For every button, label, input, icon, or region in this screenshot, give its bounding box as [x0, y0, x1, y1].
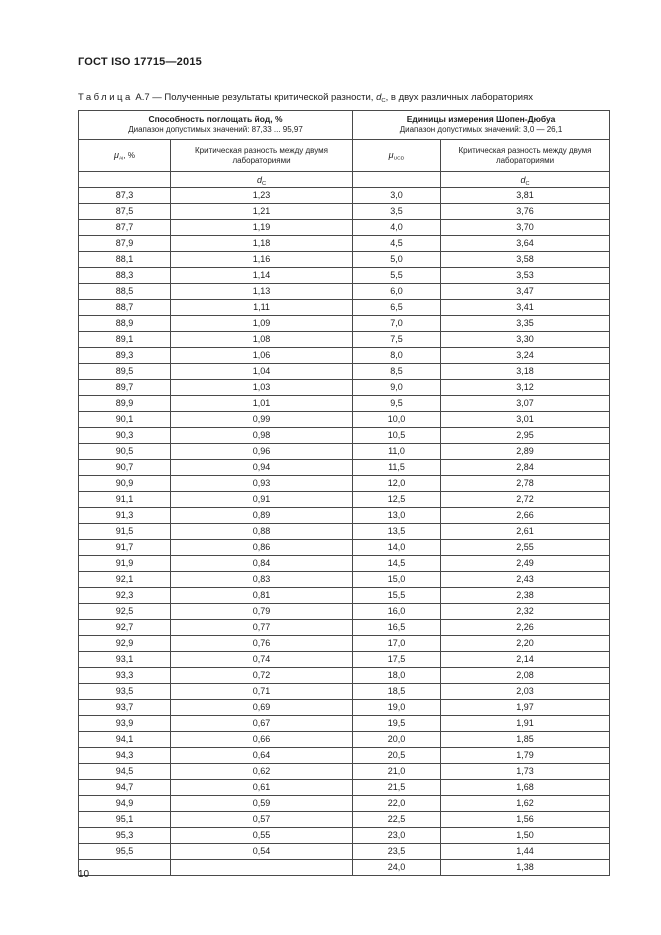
table-cell: 8,5	[353, 364, 441, 380]
column-header-row	[79, 140, 610, 172]
table-cell: 0,96	[171, 444, 353, 460]
table-row	[79, 540, 610, 556]
table-row	[79, 252, 610, 268]
table-cell: 3,5	[353, 204, 441, 220]
dc-symbol: d	[256, 174, 262, 185]
table-cell: 1,56	[441, 812, 610, 828]
table-cell: 3,24	[441, 348, 610, 364]
table-cell: 16,5	[353, 620, 441, 636]
table-cell: 13,5	[353, 524, 441, 540]
group-header-chopin	[353, 111, 610, 140]
table-cell: 1,16	[171, 252, 353, 268]
dc-symbol-cell-right	[441, 172, 610, 188]
table-cell: 3,30	[441, 332, 610, 348]
table-cell: 22,0	[353, 796, 441, 812]
table-row	[79, 556, 610, 572]
table-cell: 3,41	[441, 300, 610, 316]
table-cell: 1,03	[171, 380, 353, 396]
table-row	[79, 204, 610, 220]
table-row	[79, 732, 610, 748]
table-cell: 9,5	[353, 396, 441, 412]
table-cell: 92,5	[79, 604, 171, 620]
table-row	[79, 572, 610, 588]
table-row	[79, 764, 610, 780]
table-cell: 0,81	[171, 588, 353, 604]
table-row	[79, 636, 610, 652]
table-cell: 8,0	[353, 348, 441, 364]
table-cell: 1,21	[171, 204, 353, 220]
table-cell: 3,70	[441, 220, 610, 236]
table-row	[79, 332, 610, 348]
table-row	[79, 428, 610, 444]
table-cell: 89,5	[79, 364, 171, 380]
table-row	[79, 268, 610, 284]
table-cell: 14,5	[353, 556, 441, 572]
table-row	[79, 220, 610, 236]
page-number: 10	[78, 869, 90, 880]
table-cell: 0,94	[171, 460, 353, 476]
table-cell: 1,91	[441, 716, 610, 732]
table-cell: 89,7	[79, 380, 171, 396]
table-cell: 2,84	[441, 460, 610, 476]
table-row	[79, 524, 610, 540]
table-row	[79, 412, 610, 428]
table-cell: 17,5	[353, 652, 441, 668]
table-cell: 7,0	[353, 316, 441, 332]
group-title-chopin: Единицы измерения Шопен-Дюбуа	[406, 114, 556, 124]
table-row	[79, 444, 610, 460]
caption-text-1: А.7 — Полученные результаты критической разности,	[132, 92, 377, 103]
table-cell: 23,0	[353, 828, 441, 844]
table-cell: 12,0	[353, 476, 441, 492]
table-cell: 1,79	[441, 748, 610, 764]
table-cell: 15,0	[353, 572, 441, 588]
table-cell: 19,0	[353, 700, 441, 716]
table-cell: 6,5	[353, 300, 441, 316]
table-cell: 2,14	[441, 652, 610, 668]
table-cell: 92,7	[79, 620, 171, 636]
table-cell: 9,0	[353, 380, 441, 396]
table-row	[79, 508, 610, 524]
table-caption	[78, 92, 533, 103]
group-header-row	[79, 111, 610, 140]
table-cell: 13,0	[353, 508, 441, 524]
table-row	[79, 380, 610, 396]
table-cell: 0,61	[171, 780, 353, 796]
table-cell: 3,64	[441, 236, 610, 252]
empty-cell	[79, 172, 171, 188]
table-cell: 1,85	[441, 732, 610, 748]
table-cell: 2,66	[441, 508, 610, 524]
group-header-iodine	[79, 111, 353, 140]
dc-symbol-cell-left	[171, 172, 353, 188]
table-cell: 7,5	[353, 332, 441, 348]
table-cell: 0,84	[171, 556, 353, 572]
table-cell: 2,26	[441, 620, 610, 636]
table-cell: 94,5	[79, 764, 171, 780]
table-cell: 4,0	[353, 220, 441, 236]
group-range-chopin: Диапазон допустимых значений: 3,0 — 26,1	[399, 125, 563, 134]
table-cell: 90,7	[79, 460, 171, 476]
table-row	[79, 588, 610, 604]
col-header-mu-ai	[79, 140, 171, 172]
table-row	[79, 668, 610, 684]
table-cell: 0,98	[171, 428, 353, 444]
table-cell: 0,88	[171, 524, 353, 540]
table-cell: 22,5	[353, 812, 441, 828]
table-cell: 0,57	[171, 812, 353, 828]
table-row	[79, 748, 610, 764]
mu-ai-subscript: Ai	[118, 156, 124, 162]
caption-dc-subscript: C	[381, 98, 386, 105]
table-row	[79, 684, 610, 700]
table-cell: 4,5	[353, 236, 441, 252]
table-cell: 14,0	[353, 540, 441, 556]
table-cell: 1,97	[441, 700, 610, 716]
table-cell: 2,89	[441, 444, 610, 460]
table-row	[79, 348, 610, 364]
caption-table-word: Таблица	[78, 92, 133, 103]
table-cell: 0,54	[171, 844, 353, 860]
table-row	[79, 796, 610, 812]
table-body	[79, 188, 610, 876]
table-cell: 1,68	[441, 780, 610, 796]
table-cell: 0,77	[171, 620, 353, 636]
col-header-mu-ucd	[353, 140, 441, 172]
table-cell: 11,5	[353, 460, 441, 476]
table-cell: 23,5	[353, 844, 441, 860]
table-cell: 1,73	[441, 764, 610, 780]
table-cell: 0,69	[171, 700, 353, 716]
table-cell: 87,3	[79, 188, 171, 204]
table-cell: 94,3	[79, 748, 171, 764]
table-cell: 1,08	[171, 332, 353, 348]
table-cell: 3,01	[441, 412, 610, 428]
table-cell: 91,7	[79, 540, 171, 556]
dc-subscript: C	[261, 180, 267, 187]
table-cell: 88,9	[79, 316, 171, 332]
table-cell: 5,0	[353, 252, 441, 268]
table-cell: 0,89	[171, 508, 353, 524]
table-cell: 90,9	[79, 476, 171, 492]
table-cell: 2,43	[441, 572, 610, 588]
table-row	[79, 300, 610, 316]
table-cell: 0,67	[171, 716, 353, 732]
table-cell: 0,93	[171, 476, 353, 492]
table-cell: 93,3	[79, 668, 171, 684]
table-cell: 1,06	[171, 348, 353, 364]
table-cell: 90,3	[79, 428, 171, 444]
table-cell: 0,71	[171, 684, 353, 700]
table-cell: 2,38	[441, 588, 610, 604]
group-range-iodine: Диапазон допустимых значений: 87,33 ... 95,97	[128, 125, 303, 134]
caption-dc-symbol: d	[376, 92, 382, 103]
mu-symbol: μ	[114, 150, 119, 160]
table-cell: 3,58	[441, 252, 610, 268]
table-cell: 2,08	[441, 668, 610, 684]
table-cell: 0,72	[171, 668, 353, 684]
document-header	[78, 56, 202, 68]
mu-ai-suffix: , %	[123, 151, 135, 160]
table-cell: 95,3	[79, 828, 171, 844]
table-cell: 94,7	[79, 780, 171, 796]
dc-subscript: C	[525, 180, 530, 187]
table-cell: 94,1	[79, 732, 171, 748]
table-cell: 1,04	[171, 364, 353, 380]
table-cell: 93,5	[79, 684, 171, 700]
table-cell: 91,1	[79, 492, 171, 508]
table-cell: 2,72	[441, 492, 610, 508]
table-cell: 11,0	[353, 444, 441, 460]
table-cell: 1,14	[171, 268, 353, 284]
table-cell: 87,7	[79, 220, 171, 236]
table-cell: 0,74	[171, 652, 353, 668]
table-row	[79, 700, 610, 716]
table-row	[79, 460, 610, 476]
table-cell: 6,0	[353, 284, 441, 300]
table-cell: 87,5	[79, 204, 171, 220]
table-cell: 2,78	[441, 476, 610, 492]
table-cell: 1,62	[441, 796, 610, 812]
table-cell: 2,03	[441, 684, 610, 700]
table-cell: 3,76	[441, 204, 610, 220]
mu-symbol: μ	[388, 150, 394, 160]
table-cell: 24,0	[353, 860, 441, 876]
table-cell: 90,1	[79, 412, 171, 428]
table-cell: 3,0	[353, 188, 441, 204]
table-cell: 0,76	[171, 636, 353, 652]
table-row	[79, 364, 610, 380]
table-cell: 0,59	[171, 796, 353, 812]
table-row	[79, 492, 610, 508]
caption-text-2: , в двух различных лабораториях	[385, 92, 533, 103]
table-cell: 2,32	[441, 604, 610, 620]
table-cell: 1,44	[441, 844, 610, 860]
table-row	[79, 844, 610, 860]
table-row	[79, 812, 610, 828]
table-cell: 1,38	[441, 860, 610, 876]
table-cell: 15,5	[353, 588, 441, 604]
table-cell: 17,0	[353, 636, 441, 652]
table-cell: 87,9	[79, 236, 171, 252]
table-cell: 91,5	[79, 524, 171, 540]
table-cell: 3,18	[441, 364, 610, 380]
table-cell: 0,64	[171, 748, 353, 764]
col-header-critical-diff-right: Критическая разность между двумя лабораториями	[441, 140, 610, 172]
table-row	[79, 716, 610, 732]
table-cell: 88,5	[79, 284, 171, 300]
symbol-header-row	[79, 172, 610, 188]
table-cell: 1,18	[171, 236, 353, 252]
table-row	[79, 476, 610, 492]
table-cell: 18,0	[353, 668, 441, 684]
table-cell: 95,1	[79, 812, 171, 828]
table-cell: 0,55	[171, 828, 353, 844]
table-cell: 0,86	[171, 540, 353, 556]
table-cell: 21,5	[353, 780, 441, 796]
table-row	[79, 652, 610, 668]
table-row	[79, 604, 610, 620]
table-cell: 1,09	[171, 316, 353, 332]
table-cell: 0,79	[171, 604, 353, 620]
table-cell: 91,3	[79, 508, 171, 524]
table-cell: 3,47	[441, 284, 610, 300]
table-row	[79, 828, 610, 844]
table-cell: 10,0	[353, 412, 441, 428]
table-cell: 2,95	[441, 428, 610, 444]
table-cell: 3,81	[441, 188, 610, 204]
table-cell: 0,62	[171, 764, 353, 780]
table-cell: 19,5	[353, 716, 441, 732]
table-row	[79, 188, 610, 204]
table-cell	[171, 860, 353, 876]
group-title-iodine: Способность поглощать йод, %	[148, 114, 283, 124]
table-cell: 20,0	[353, 732, 441, 748]
table-cell: 89,9	[79, 396, 171, 412]
table-cell: 0,99	[171, 412, 353, 428]
table-cell: 90,5	[79, 444, 171, 460]
table-cell: 88,7	[79, 300, 171, 316]
table-cell: 5,5	[353, 268, 441, 284]
results-table	[78, 110, 610, 876]
table-cell: 1,50	[441, 828, 610, 844]
table-cell: 3,53	[441, 268, 610, 284]
table-cell: 2,55	[441, 540, 610, 556]
table-cell: 18,5	[353, 684, 441, 700]
table-cell: 94,9	[79, 796, 171, 812]
table-cell: 95,5	[79, 844, 171, 860]
table-row	[79, 396, 610, 412]
table-cell: 2,20	[441, 636, 610, 652]
table-row	[79, 316, 610, 332]
table-cell: 88,1	[79, 252, 171, 268]
table-cell: 20,5	[353, 748, 441, 764]
table-cell	[79, 860, 171, 876]
table-cell: 0,66	[171, 732, 353, 748]
table-row	[79, 780, 610, 796]
table-cell: 93,9	[79, 716, 171, 732]
table-cell: 1,11	[171, 300, 353, 316]
table-cell: 88,3	[79, 268, 171, 284]
col-header-critical-diff-left: Критическая разность между двумя лабораториями	[171, 140, 353, 172]
table-cell: 89,1	[79, 332, 171, 348]
table-cell: 10,5	[353, 428, 441, 444]
empty-cell	[353, 172, 441, 188]
table-cell: 3,07	[441, 396, 610, 412]
table-cell: 1,01	[171, 396, 353, 412]
table-row	[79, 284, 610, 300]
dc-symbol: d	[520, 174, 526, 185]
table-cell: 92,3	[79, 588, 171, 604]
table-cell: 1,13	[171, 284, 353, 300]
table-cell: 92,1	[79, 572, 171, 588]
table-cell: 92,9	[79, 636, 171, 652]
table-row	[79, 620, 610, 636]
table-row	[79, 236, 610, 252]
doc-code: ГОСТ ISO 17715—2015	[78, 56, 202, 68]
table-cell: 0,91	[171, 492, 353, 508]
table-cell: 91,9	[79, 556, 171, 572]
table-cell: 3,12	[441, 380, 610, 396]
table-cell: 1,19	[171, 220, 353, 236]
table-cell: 1,23	[171, 188, 353, 204]
table-cell: 12,5	[353, 492, 441, 508]
table-cell: 2,61	[441, 524, 610, 540]
table-cell: 0,83	[171, 572, 353, 588]
table-cell: 2,49	[441, 556, 610, 572]
table-cell: 93,7	[79, 700, 171, 716]
table-cell: 21,0	[353, 764, 441, 780]
table-cell: 93,1	[79, 652, 171, 668]
table-cell: 89,3	[79, 348, 171, 364]
mu-ucd-subscript: UCD	[393, 156, 405, 162]
table-cell: 16,0	[353, 604, 441, 620]
table-row	[79, 860, 610, 876]
table-cell: 3,35	[441, 316, 610, 332]
